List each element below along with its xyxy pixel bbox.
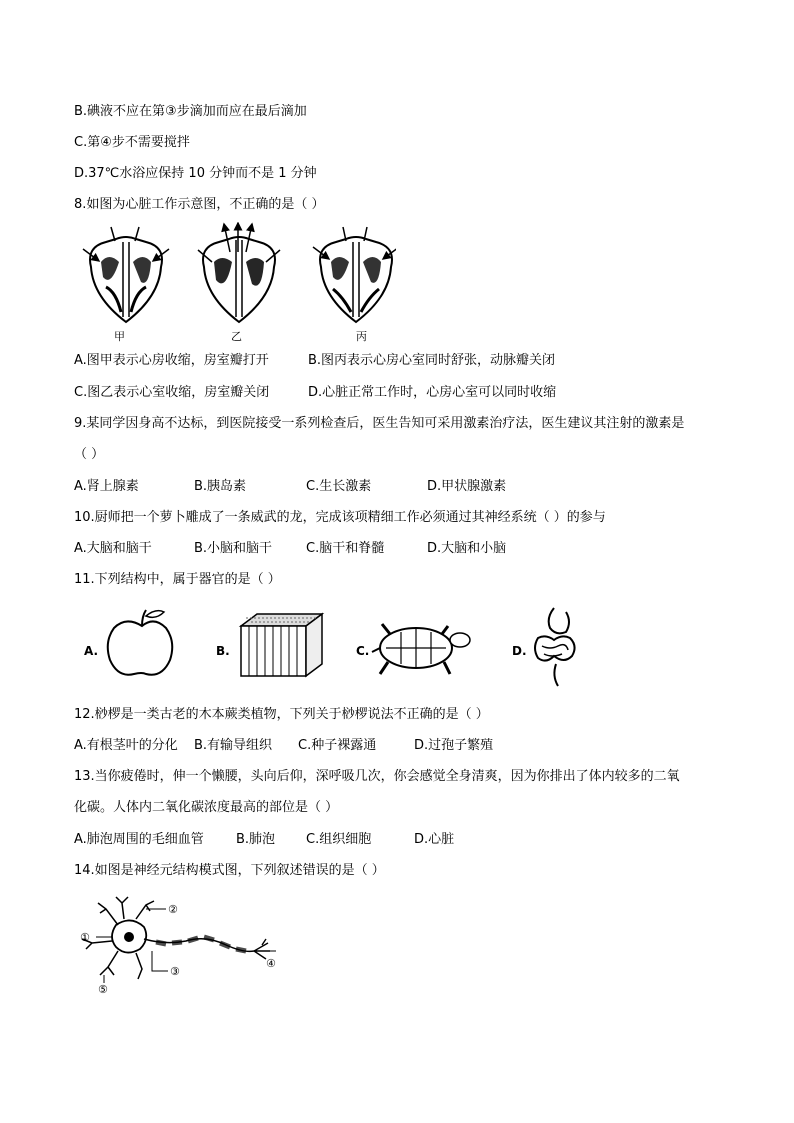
heart-bing-icon	[313, 227, 396, 322]
q9-option-c: C.生长激素	[306, 479, 372, 494]
figure-label-yi: 乙	[231, 330, 242, 343]
q9-option-a: A.肾上腺素	[74, 479, 139, 494]
q12-option-a: A.有根茎叶的分化	[74, 738, 178, 753]
q9-option-b: B.胰岛素	[194, 479, 247, 494]
q10-option-b: B.小脑和脑干	[194, 541, 273, 556]
q13-option-d: D.心脏	[414, 832, 455, 847]
q8-stem: 8.如图为心脏工作示意图，不正确的是（ ）	[74, 197, 325, 212]
q7-option-b: B.碘液不应在第③步滴加而应在最后滴加	[74, 104, 307, 119]
q10-option-d: D.大脑和小脑	[427, 541, 507, 556]
q14-stem: 14.如图是神经元结构模式图，下列叙述错误的是（ ）	[74, 863, 385, 878]
q13-stem-line1: 13.当你疲倦时，伸一个懒腰，头向后仰，深呼吸几次，你会感觉全身清爽，因为你排出了体内较多的二氧	[74, 769, 680, 784]
label-3: ③	[170, 965, 180, 978]
q9-stem-line2: （ ）	[74, 447, 105, 462]
organ-options-figure	[76, 598, 596, 694]
q13-stem-line2: 化碳。人体内二氧化碳浓度最高的部位是（ ）	[74, 800, 339, 815]
figure-label-bing: 丙	[356, 330, 367, 343]
q13-option-c: C.组织细胞	[306, 832, 372, 847]
q8-option-a: A.图甲表示心房收缩，房室瓣打开	[74, 353, 269, 368]
neuron-figure	[76, 895, 286, 995]
label-2: ②	[168, 903, 178, 916]
q12-stem: 12.桫椤是一类古老的木本蕨类植物，下列关于桫椤说法不正确的是（ ）	[74, 707, 489, 722]
heart-yi-icon	[198, 223, 280, 322]
figure-label-a: A.	[84, 644, 99, 658]
tissue-block-icon	[241, 614, 322, 676]
apple-icon	[108, 610, 173, 675]
q12-option-c: C.种子裸露通	[298, 738, 377, 753]
q11-stem: 11.下列结构中，属于器官的是（ ）	[74, 572, 281, 587]
figure-label-c: C.	[356, 644, 370, 658]
digestive-system-icon	[535, 608, 575, 686]
q13-option-b: B.肺泡	[236, 832, 276, 847]
heart-diagrams	[76, 222, 396, 344]
label-4: ④	[266, 957, 276, 970]
figure-label-b: B.	[216, 644, 230, 658]
q10-option-c: C.脑干和脊髓	[306, 541, 385, 556]
q12-option-d: D.过孢子繁殖	[414, 738, 494, 753]
figure-label-d: D.	[512, 644, 527, 658]
q7-option-c: C.第④步不需要搅拌	[74, 135, 190, 150]
turtle-icon	[372, 624, 470, 674]
q13-option-a: A.肺泡周围的毛细血管	[74, 832, 204, 847]
q10-stem: 10.厨师把一个萝卜雕成了一条威武的龙，完成该项精细工作必须通过其神经系统（ ）的参与	[74, 510, 606, 525]
label-1: ①	[80, 931, 90, 944]
q8-option-d: D.心脏正常工作时，心房心室可以同时收缩	[308, 385, 557, 400]
heart-diagram-figure	[76, 222, 396, 344]
q8-option-b: B.图丙表示心房心室同时舒张，动脉瓣关闭	[308, 353, 556, 368]
neuron-diagram	[76, 895, 286, 995]
q10-option-a: A.大脑和脑干	[74, 541, 152, 556]
organ-options	[76, 598, 596, 694]
q12-option-b: B.有输导组织	[194, 738, 273, 753]
q7-option-d: D.37℃水浴应保持 10 分钟而不是 1 分钟	[74, 166, 317, 181]
q8-option-c: C.图乙表示心室收缩，房室瓣关闭	[74, 385, 270, 400]
heart-jia-icon	[83, 227, 169, 322]
q9-stem-line1: 9.某同学因身高不达标，到医院接受一系列检查后，医生告知可采用激素治疗法，医生建议其注射的激素是	[74, 416, 685, 431]
figure-label-jia: 甲	[114, 330, 125, 343]
q9-option-d: D.甲状腺激素	[427, 479, 507, 494]
label-5: ⑤	[98, 983, 108, 995]
